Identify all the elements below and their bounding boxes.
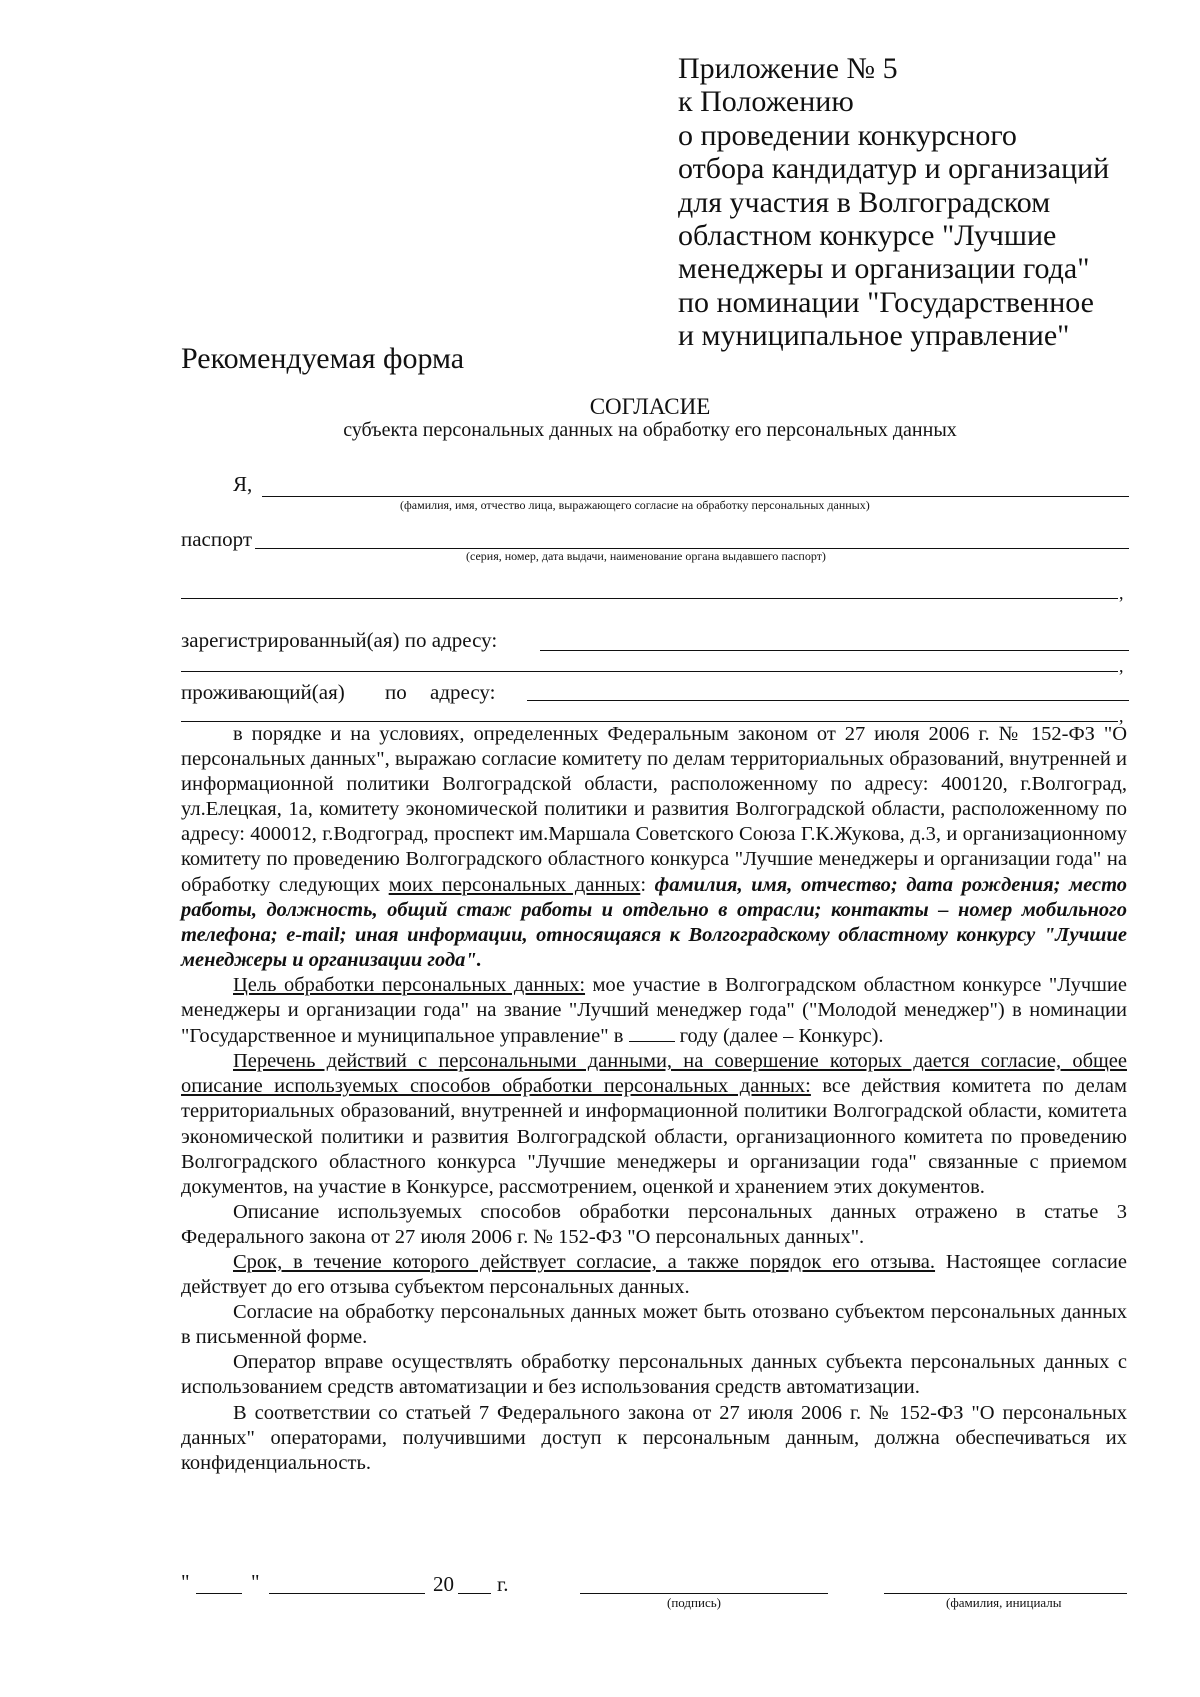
paragraph-text: Настоящее согласие действует до его отзыва субъектом персональных данных. [181, 1250, 1127, 1299]
underlined-text: Цель обработки персональных данных: [233, 973, 586, 996]
name-initials-line[interactable] [884, 1593, 1127, 1594]
date-year-line[interactable] [458, 1593, 491, 1594]
underlined-text: Срок, в течение которого действует согласие, а также порядок его отзыва. [233, 1250, 936, 1273]
passport-continuation-line[interactable] [181, 598, 1118, 599]
appendix-line: Приложение № 5 [678, 52, 898, 85]
date-month-line[interactable] [269, 1593, 425, 1594]
line-comma: , [1119, 656, 1124, 676]
registered-address-continuation-line[interactable] [181, 671, 1118, 672]
name-field-hint: (фамилия, имя, отчество лица, выражающего согласие на обработку персональных данных) [400, 498, 870, 512]
document-subtitle: субъекта персональных данных на обработку его персональных данных [343, 419, 957, 441]
appendix-line: областном конкурсе "Лучшие [678, 219, 1057, 253]
appendix-line: для участия в Волгоградском [678, 185, 1051, 219]
appendix-line: отбора кандидатур и организаций [678, 152, 1110, 186]
passport-field-hint: (серия, номер, дата выдачи, наименование органа выдавшего паспорт) [466, 549, 826, 563]
paragraph-text: мое участие в Волгоградском областном конкурсе "Лучшие менеджеры и организации года" на звание "Лучший менеджер года" ("Молодой менеджер") в номинации "Государственное и муниципальное управление" в [181, 973, 1127, 1048]
date-year-prefix: 20 [433, 1572, 454, 1596]
living-address-label: проживающий(ая) [181, 680, 345, 704]
name-field-line[interactable] [262, 496, 1129, 497]
line-comma: , [1119, 583, 1124, 603]
consent-paragraph-operator: Оператор вправе осуществлять обработку персональных данных субъекта персональных данных с использованием средств автоматизации и без использования средств автоматизации. [181, 1351, 1127, 1399]
appendix-line: по номинации "Государственное [678, 285, 1094, 319]
date-day-line[interactable] [196, 1593, 242, 1594]
consent-paragraph-actions [181, 1049, 1127, 1200]
living-address-label-po: по [385, 680, 407, 704]
date-close-quote: " [251, 1570, 260, 1594]
consent-paragraph-revocation: Согласие на обработку персональных данных может быть отозвано субъектом персональных данных в письменной форме. [181, 1301, 1127, 1349]
personal-data-list: фамилия, имя, отчество; дата рождения; место работы, должность, общий стаж работы и отдельно в отрасли; контакты – номер мобильного телефона; e-mail; иная информации, относящаяся к Волгоградскому областному конкурсу "Лучшие менеджеры и организации года". [181, 873, 1128, 971]
paragraph-text: году (далее – Конкурс). [674, 1025, 884, 1048]
passport-field-label: паспорт [181, 527, 253, 551]
registered-address-label: зарегистрированный(ая) по адресу: [181, 628, 498, 652]
paragraph-text: : [640, 873, 655, 896]
registered-address-line[interactable] [540, 650, 1129, 651]
year-blank[interactable] [629, 1023, 675, 1042]
consent-body [181, 722, 1127, 1476]
appendix-header [678, 52, 1109, 353]
consent-paragraph-confidentiality: В соответствии со статьей 7 Федерального закона от 27 июля 2006 г. № 152-ФЗ "О персональных данных" операторами, получившими доступ к персональным данным, должна обеспечиваться их конфиденциальность. [181, 1401, 1127, 1474]
appendix-line: к Положению [678, 85, 854, 119]
consent-paragraph-scope [181, 722, 1127, 973]
date-open-quote: " [181, 1570, 190, 1594]
appendix-line: менеджеры и организации года" [678, 252, 1090, 286]
living-address-label-address: адресу: [430, 680, 496, 704]
date-year-suffix: г. [497, 1572, 509, 1596]
paragraph-text: в порядке и на условиях, определенных Федеральным законом от 27 июля 2006 г. № 152-ФЗ "О персональных данных", выражаю согласие комитету по делам территориальных образований, внутренней и информационной политики Волгоградской области, расположенному по адресу: 400120, г.Волгоград, ул.Елецкая, 1а, комитету экономической политики и развития Волгоградской области, расположенному по адресу: 400012, г.Водгоград, проспект им.Маршала Советского Союза Г.К.Жукова, д.3, и организационному комитету по проведению Волгоградского областного конкурса "Лучшие менеджеры и организации года" на обработку следующих [181, 723, 1127, 896]
recommended-form-label: Рекомендуемая форма [181, 342, 465, 375]
name-initials-hint: (фамилия, инициалы [946, 1595, 1062, 1610]
line-comma: , [1119, 706, 1124, 726]
underlined-text: моих персональных данных [388, 873, 641, 896]
consent-paragraph-term [181, 1250, 1127, 1300]
name-field-label: Я, [233, 472, 253, 496]
appendix-line: о проведении конкурсного [678, 118, 1017, 152]
living-address-line[interactable] [527, 700, 1129, 701]
consent-paragraph-methods: Описание используемых способов обработки персональных данных отражено в статье 3 Федерального закона от 27 июля 2006 г. № 152-ФЗ "О персональных данных". [181, 1200, 1127, 1248]
appendix-line: и муниципальное управление" [678, 319, 1070, 353]
document-title: СОГЛАСИЕ [589, 394, 711, 419]
paragraph-text: все действия комитета по делам территориальных образований, внутренней и информационной политики Волгоградской области, комитета экономической политики и развития Волгоградской области, организационного комитета по проведению Волгоградского областного конкурса "Лучшие менеджеры и организации года" связанные с приемом документов, на участие в Конкурсе, рассмотрением, оценкой и хранением этих документов. [181, 1075, 1127, 1198]
underlined-text: Перечень действий с персональными данными, на совершение которых дается согласие, общее описание используемых способов обработки персональных данных: [181, 1050, 1127, 1098]
signature-line[interactable] [580, 1593, 828, 1594]
consent-paragraph-purpose [181, 973, 1127, 1049]
signature-hint: (подпись) [667, 1595, 721, 1610]
